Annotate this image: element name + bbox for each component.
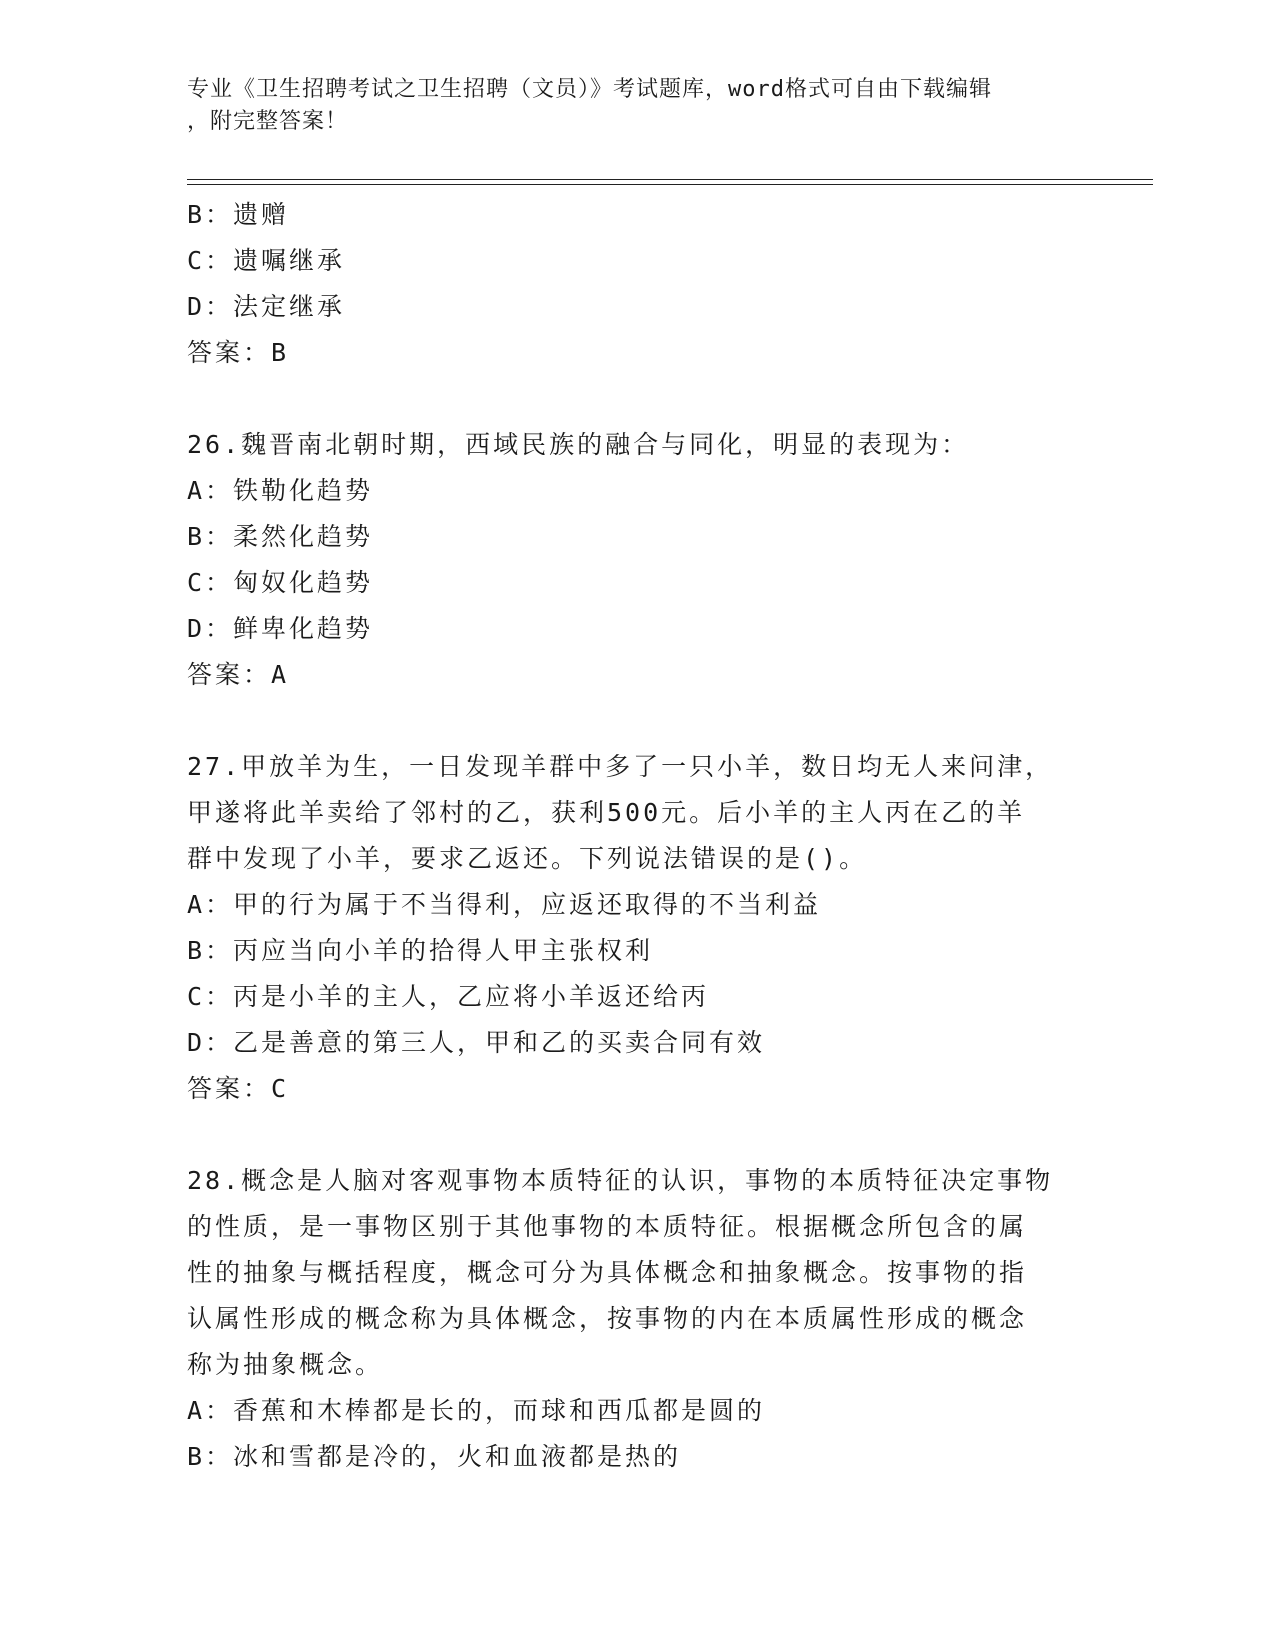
question-stem-line-2: 甲遂将此羊卖给了邻村的乙，获利500元。后小羊的主人丙在乙的羊 — [187, 798, 1026, 827]
option-a: A：铁勒化趋势 — [187, 476, 374, 505]
header-divider-top — [187, 179, 1153, 180]
header-title-line-1: 专业《卫生招聘考试之卫生招聘（文员）》考试题库，word格式可自由下载编辑 — [187, 77, 992, 102]
option-d: D：法定继承 — [187, 292, 346, 321]
option-b: B：冰和雪都是冷的，火和血液都是热的 — [187, 1442, 682, 1471]
answer-line: 答案：A — [187, 660, 290, 689]
question-stem-line-5: 称为抽象概念。 — [187, 1350, 384, 1379]
question-stem-line-3: 性的抽象与概括程度，概念可分为具体概念和抽象概念。按事物的指 — [187, 1258, 1028, 1287]
option-a: A：甲的行为属于不当得利，应返还取得的不当利益 — [187, 890, 822, 919]
header-title-line-2: ，附完整答案！ — [187, 109, 349, 134]
answer-line: 答案：C — [187, 1074, 290, 1103]
question-27 — [187, 744, 1087, 1112]
option-d: D：乙是善意的第三人，甲和乙的买卖合同有效 — [187, 1028, 766, 1057]
question-list — [187, 192, 1087, 1480]
option-b: B：柔然化趋势 — [187, 522, 374, 551]
question-26 — [187, 422, 1087, 698]
option-d: D：鲜卑化趋势 — [187, 614, 374, 643]
spacer — [187, 698, 1087, 744]
document-header — [187, 74, 1087, 138]
question-stem-line-3: 群中发现了小羊，要求乙返还。下列说法错误的是()。 — [187, 844, 868, 873]
question-25 — [187, 192, 1087, 376]
option-a: A：香蕉和木棒都是长的，而球和西瓜都是圆的 — [187, 1396, 766, 1425]
option-b: B：遗赠 — [187, 200, 290, 229]
question-28 — [187, 1158, 1087, 1480]
option-b: B：丙应当向小羊的拾得人甲主张权利 — [187, 936, 654, 965]
spacer — [187, 376, 1087, 422]
option-c: C：匈奴化趋势 — [187, 568, 374, 597]
question-stem: 26.魏晋南北朝时期，西域民族的融合与同化，明显的表现为： — [187, 430, 970, 459]
question-stem-line-1: 28.概念是人脑对客观事物本质特征的认识，事物的本质特征决定事物 — [187, 1166, 1054, 1195]
question-stem-line-2: 的性质，是一事物区别于其他事物的本质特征。根据概念所包含的属 — [187, 1212, 1028, 1241]
answer-line: 答案：B — [187, 338, 290, 367]
option-c: C：遗嘱继承 — [187, 246, 346, 275]
question-stem-line-1: 27.甲放羊为生，一日发现羊群中多了一只小羊，数日均无人来问津， — [187, 752, 1054, 781]
option-c: C：丙是小羊的主人，乙应将小羊返还给丙 — [187, 982, 710, 1011]
spacer — [187, 1112, 1087, 1158]
question-stem-line-4: 认属性形成的概念称为具体概念，按事物的内在本质属性形成的概念 — [187, 1304, 1028, 1333]
header-divider-bottom — [187, 184, 1153, 185]
